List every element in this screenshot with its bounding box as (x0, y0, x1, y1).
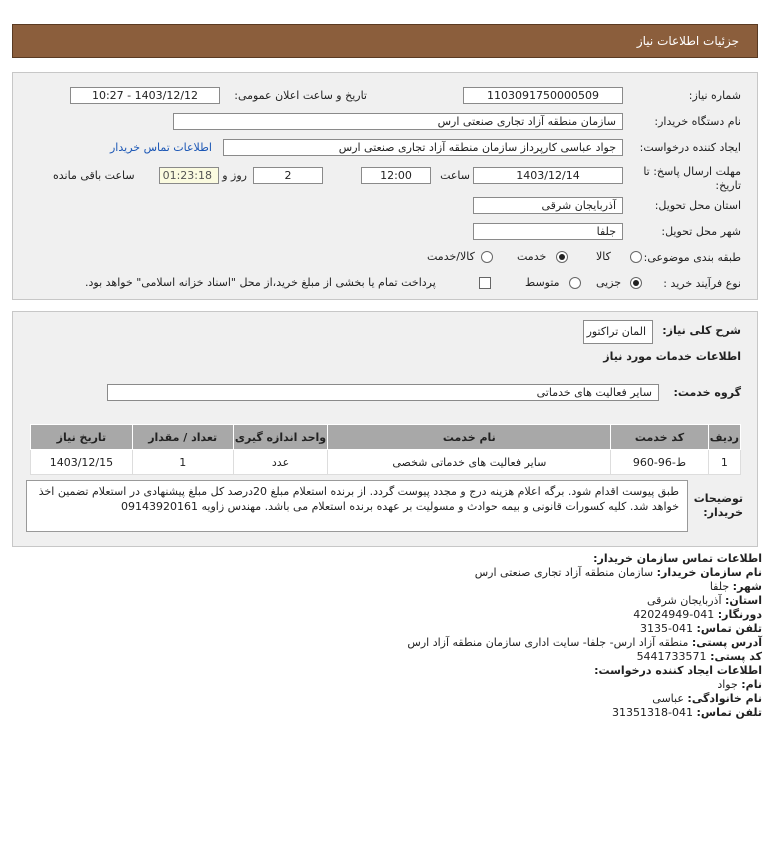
process-option-medium: متوسط (525, 276, 560, 289)
category-option-goods-service: کالا/خدمت (427, 250, 475, 263)
announce-field: 1403/12/12 - 10:27 (70, 87, 220, 104)
process-radio-medium[interactable] (569, 277, 581, 289)
contact-city-line (710, 580, 762, 593)
creator-phone-line (612, 706, 762, 719)
buyer-org-label: نام دستگاه خریدار: (654, 115, 741, 128)
need-number-field: 1103091750000509 (463, 87, 623, 104)
contact-fax-line (633, 608, 762, 621)
contact-postal: 5441733571 (636, 650, 707, 663)
cell-unit: عدد (233, 450, 328, 475)
requester-label: ایجاد کننده درخواست: (639, 141, 741, 154)
treasury-checkbox[interactable] (479, 277, 491, 289)
contact-postal-label: کد پستی: (710, 650, 762, 663)
deadline-label: مهلت ارسال پاسخ: تا (643, 165, 741, 178)
contact-postal-line (637, 650, 762, 663)
buyer-org-field: سازمان منطقه آزاد تجاری صنعتی ارس (173, 113, 623, 130)
contact-city-label: شهر: (732, 580, 762, 593)
contact-fax: 041-42024949 (633, 608, 715, 621)
services-table-header (31, 425, 741, 450)
contact-address: منطقه آزاد ارس- جلفا- سایت اداری سازمان منطقه آزاد ارس (407, 636, 689, 649)
creator-first-name-line (717, 678, 762, 691)
table-row (31, 450, 741, 475)
creator-phone-label: تلفن تماس: (696, 706, 762, 719)
page-title-bar (12, 24, 758, 58)
summary-label: شرح کلی نیاز: (662, 324, 741, 337)
deadline-time-field: 12:00 (361, 167, 431, 184)
contact-address-line (407, 636, 762, 649)
need-info-panel (12, 72, 758, 300)
category-radio-goods[interactable] (630, 251, 642, 263)
city-field: جلفا (473, 223, 623, 240)
contact-org-label: نام سازمان خریدار: (656, 566, 762, 579)
creator-last-name-label: نام خانوادگی: (687, 692, 762, 705)
process-radio-minor[interactable] (630, 277, 642, 289)
payment-note: پرداخت تمام یا بخشی از مبلغ خرید،از محل "اسناد خزانه اسلامی" خواهد بود. (85, 276, 436, 289)
creator-first-name-label: نام: (741, 678, 762, 691)
cell-need-date: 1403/12/15 (31, 450, 133, 475)
contact-province-label: استان: (725, 594, 762, 607)
province-field: آذربایجان شرقی (473, 197, 623, 214)
deadline-date-field: 1403/12/14 (473, 167, 623, 184)
contact-heading: اطلاعات تماس سازمان خریدار: (593, 552, 762, 565)
col-service-name: نام خدمت (328, 425, 611, 450)
contact-address-label: آدرس پستی: (691, 636, 762, 649)
col-service-code: کد خدمت (611, 425, 709, 450)
category-radio-service[interactable] (556, 251, 568, 263)
buyer-notes-label: توضیحات خریدار: (693, 492, 743, 519)
category-radio-goods-service[interactable] (481, 251, 493, 263)
contact-phone: 041-3135 (640, 622, 694, 635)
need-number-label: شماره نیاز: (688, 89, 741, 102)
page-title: جزئیات اطلاعات نیاز (636, 34, 739, 48)
contact-phone-line (640, 622, 762, 635)
cell-quantity: 1 (132, 450, 233, 475)
days-label: روز و (222, 169, 247, 182)
remaining-label: ساعت باقی مانده (53, 169, 135, 182)
cell-row: 1 (708, 450, 740, 475)
city-label: شهر محل تحویل: (661, 225, 741, 238)
col-row: ردیف (708, 425, 740, 450)
contact-org: سازمان منطقه آزاد تجاری صنعتی ارس (474, 566, 654, 579)
process-label: نوع فرآیند خرید : (663, 277, 741, 290)
cell-service-name: سایر فعالیت های خدماتی شخصی (328, 450, 611, 475)
process-option-minor: جزیی (596, 276, 622, 289)
time-label: ساعت (440, 169, 470, 182)
buyer-notes-box: طبق پیوست اقدام شود. برگه اعلام هزینه درج و مجدد پیوست گردد. از برنده استعلام مبلغ 20درصد کل مبلغ پیشنهادی در استعلام تضمین اخذ خواهد شد. کلیه کسورات قانونی و بیمه حوادث و مسولیت بر عهده برنده استعلام می باشد. مهندس زاویه 09143920161 (26, 480, 688, 532)
contact-org-line (475, 566, 762, 579)
creator-first-name: جواد (717, 678, 738, 691)
category-label: طبقه بندی موضوعی: (643, 251, 741, 264)
announce-label: تاریخ و ساعت اعلان عمومی: (234, 89, 367, 102)
contact-province-line (647, 594, 762, 607)
services-table (30, 424, 741, 475)
buyer-contact-link[interactable]: اطلاعات تماس خریدار (110, 141, 212, 154)
days-field: 2 (253, 167, 323, 184)
col-need-date: تاریخ نیاز (31, 425, 133, 450)
col-unit: واحد اندازه گیری (233, 425, 328, 450)
province-label: استان محل تحویل: (654, 199, 741, 212)
summary-field: المان تراکتور (583, 320, 653, 344)
service-group-field: سایر فعالیت های خدماتی (107, 384, 659, 401)
creator-last-name: عباسی (652, 692, 684, 705)
contact-fax-label: دورنگار: (717, 608, 762, 621)
services-heading: اطلاعات خدمات مورد نیاز (603, 350, 741, 363)
category-option-goods: کالا (596, 250, 611, 263)
contact-phone-label: تلفن تماس: (696, 622, 762, 635)
cell-service-code: ط-96-960 (611, 450, 709, 475)
category-option-service: خدمت (517, 250, 547, 263)
service-group-label: گروه خدمت: (673, 386, 741, 399)
requester-field: جواد عباسی کارپرداز سازمان منطقه آزاد تجاری صنعتی ارس (223, 139, 623, 156)
contact-city: جلفا (709, 580, 730, 593)
deadline-date-label: تاریخ: (715, 179, 741, 192)
creator-phone: 041-31351318 (612, 706, 694, 719)
creator-last-name-line (652, 692, 762, 705)
creator-heading: اطلاعات ایجاد کننده درخواست: (594, 664, 762, 677)
contact-province: آذربایجان شرقی (647, 594, 722, 607)
remaining-time-field: 01:23:18 (159, 167, 219, 184)
col-quantity: تعداد / مقدار (132, 425, 233, 450)
